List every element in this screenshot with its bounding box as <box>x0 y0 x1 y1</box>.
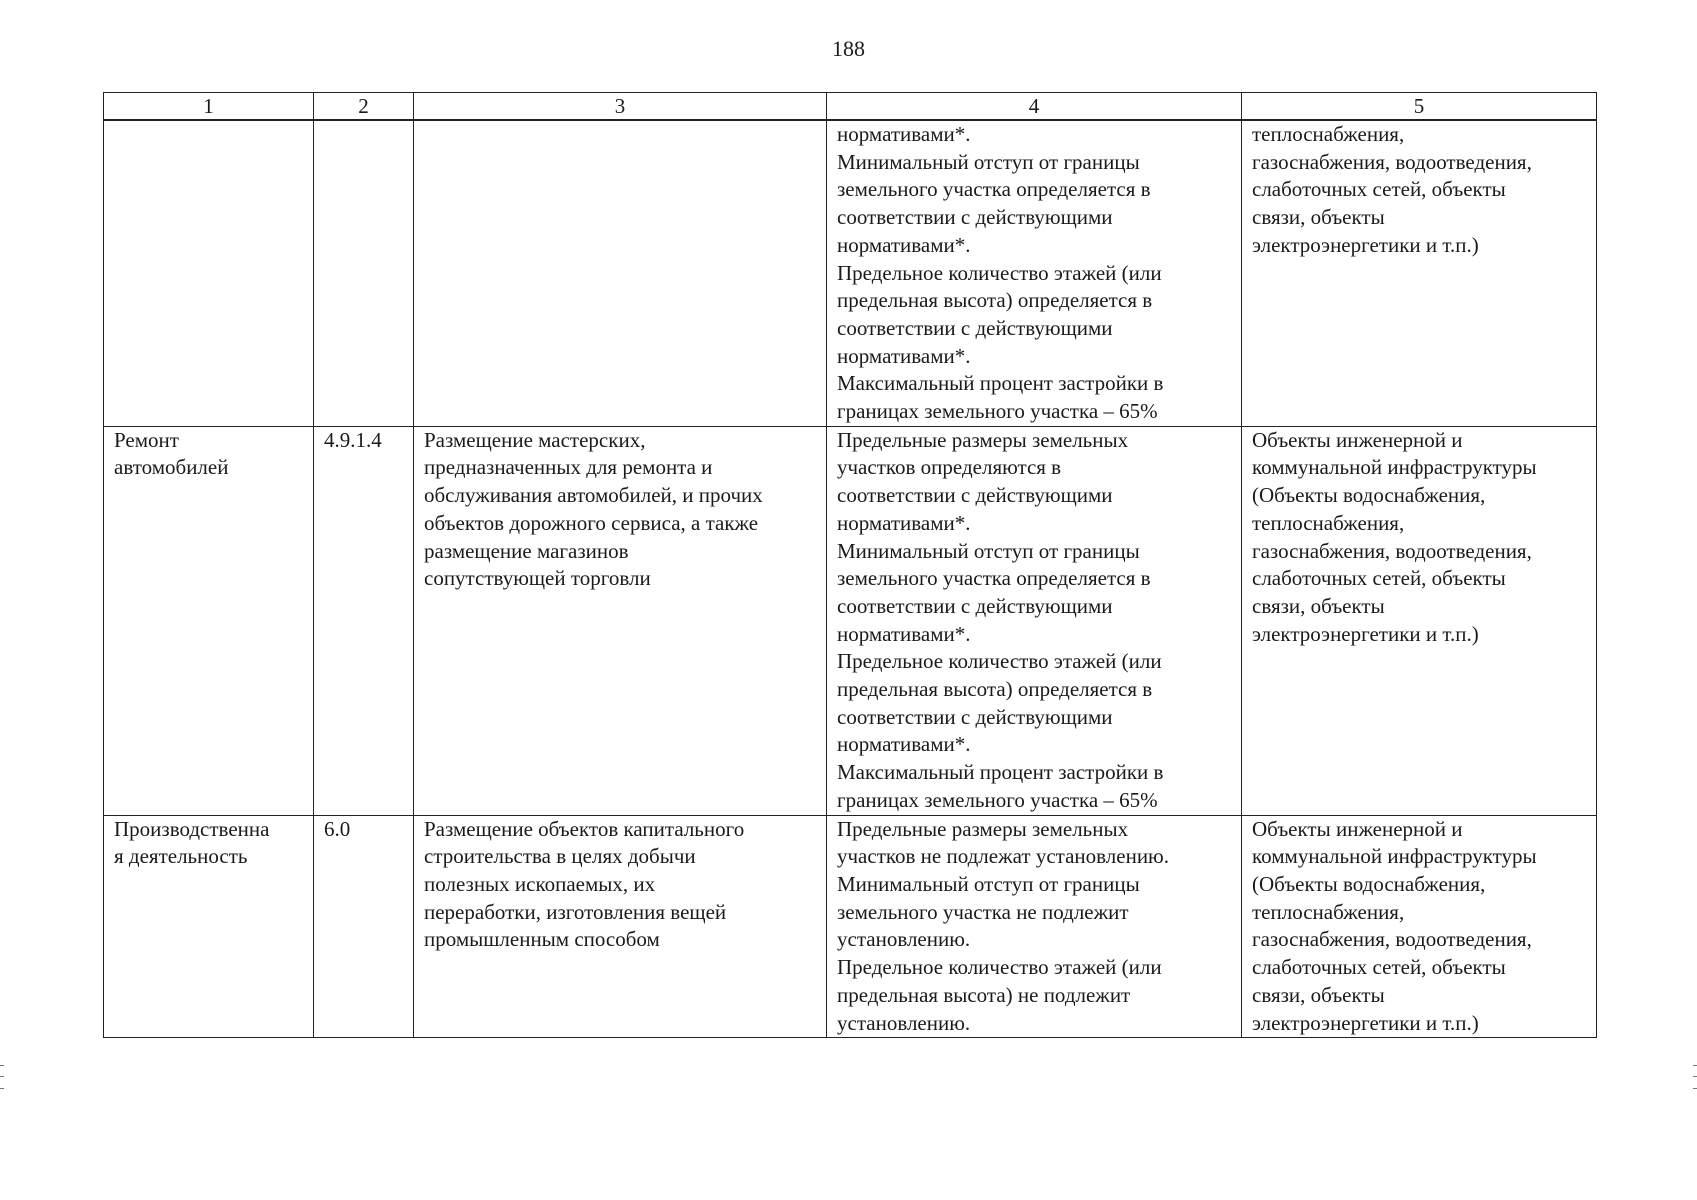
cell-text-line: предельная высота) определяется в <box>837 288 1153 313</box>
column-header-3: 3 <box>414 93 827 121</box>
cell-text-line: Максимальный процент застройки в <box>837 371 1164 396</box>
cell-text-line: Минимальный отступ от границы <box>837 871 1140 896</box>
cell-text-line: газоснабжения, водоотведения, <box>1252 149 1532 174</box>
table-header-row <box>104 93 1597 121</box>
cell-text-line: Минимальный отступ от границы <box>837 149 1140 174</box>
cell-text-line: слаботочных сетей, объекты <box>1252 566 1506 591</box>
cell-text-line: автомобилей <box>114 455 229 480</box>
cell-text-line: газоснабжения, водоотведения, <box>1252 538 1532 563</box>
table-body <box>104 120 1597 1038</box>
cell-text-line: Предельное количество этажей (или <box>837 260 1162 285</box>
cell-text-line: участков определяются в <box>837 455 1062 480</box>
cell-text-line: газоснабжения, водоотведения, <box>1252 927 1532 952</box>
cell-text-line: установлению. <box>837 1010 971 1035</box>
cell-text-line: (Объекты водоснабжения, <box>1252 871 1486 896</box>
cell-text-line: электроэнергетики и т.п.) <box>1252 232 1479 257</box>
cell-text-line: Максимальный процент застройки в <box>837 760 1164 785</box>
cell-text-line: нормативами*. <box>837 343 971 368</box>
cell-text-line: нормативами*. <box>837 732 971 757</box>
cell-text-line: переработки, изготовления вещей <box>424 899 727 924</box>
cell-text-line: границах земельного участка – 65% <box>837 399 1158 424</box>
table-row <box>104 815 1597 1038</box>
scan-edge-mark-right <box>1693 1065 1697 1089</box>
use-name-cell <box>104 426 314 815</box>
cell-text-line: строительства в целях добычи <box>424 844 696 869</box>
cell-text-line: соответствии с действующими <box>837 205 1113 230</box>
cell-text-line: предназначенных для ремонта и <box>424 455 713 480</box>
permitted-objects-cell <box>1242 815 1597 1038</box>
cell-text-line: я деятельность <box>114 844 248 869</box>
table-row <box>104 426 1597 815</box>
page-number: 188 <box>832 36 865 61</box>
cell-text-line: земельного участка определяется в <box>837 177 1151 202</box>
cell-text-line: промышленным способом <box>424 927 660 952</box>
permitted-objects-cell <box>1242 426 1597 815</box>
cell-text-line: объектов дорожного сервиса, а также <box>424 510 759 535</box>
cell-text-line: Ремонт <box>114 427 179 452</box>
description-cell <box>414 426 827 815</box>
cell-text-line: слаботочных сетей, объекты <box>1252 955 1506 980</box>
use-name-cell <box>104 120 314 426</box>
cell-text-line: 4.9.1.4 <box>324 427 382 452</box>
cell-text-line: нормативами*. <box>837 510 971 535</box>
cell-text-line: Минимальный отступ от границы <box>837 538 1140 563</box>
cell-text-line: Размещение объектов капитального <box>424 816 745 841</box>
cell-text-line: (Объекты водоснабжения, <box>1252 483 1486 508</box>
cell-text-line: коммунальной инфраструктуры <box>1252 844 1537 869</box>
permitted-objects-cell <box>1242 120 1597 426</box>
cell-text-line: электроэнергетики и т.п.) <box>1252 1010 1479 1035</box>
table-row <box>104 120 1597 426</box>
cell-text-line: земельного участка не подлежит <box>837 899 1129 924</box>
cell-text-line: соответствии с действующими <box>837 315 1113 340</box>
description-cell <box>414 815 827 1038</box>
cell-text-line: размещение магазинов <box>424 538 629 563</box>
cell-text-line: нормативами*. <box>837 621 971 646</box>
cell-text-line: теплоснабжения, <box>1252 899 1405 924</box>
cell-text-line: коммунальной инфраструктуры <box>1252 455 1537 480</box>
cell-text-line: предельная высота) не подлежит <box>837 982 1131 1007</box>
cell-text-line: электроэнергетики и т.п.) <box>1252 621 1479 646</box>
cell-text-line: соответствии с действующими <box>837 704 1113 729</box>
cell-text-line: границах земельного участка – 65% <box>837 787 1158 812</box>
column-header-5: 5 <box>1242 93 1597 121</box>
cell-text-line: земельного участка определяется в <box>837 566 1151 591</box>
cell-text-line: связи, объекты <box>1252 982 1385 1007</box>
cell-text-line: Размещение мастерских, <box>424 427 646 452</box>
cell-text-line: Предельное количество этажей (или <box>837 955 1162 980</box>
scan-edge-mark-left <box>0 1065 4 1089</box>
cell-text-line: Предельные размеры земельных <box>837 816 1129 841</box>
cell-text-line: установлению. <box>837 927 971 952</box>
cell-text-line: соответствии с действующими <box>837 593 1113 618</box>
cell-text-line: Производственна <box>114 816 270 841</box>
cell-text-line: Предельное количество этажей (или <box>837 649 1162 674</box>
zoning-table <box>103 92 1597 1038</box>
cell-text-line: связи, объекты <box>1252 205 1385 230</box>
parameters-cell <box>827 426 1242 815</box>
cell-text-line: обслуживания автомобилей, и прочих <box>424 483 763 508</box>
cell-text-line: соответствии с действующими <box>837 483 1113 508</box>
parameters-cell <box>827 815 1242 1038</box>
cell-text-line: слаботочных сетей, объекты <box>1252 177 1506 202</box>
cell-text-line: Предельные размеры земельных <box>837 427 1129 452</box>
column-header-4: 4 <box>827 93 1242 121</box>
column-header-1: 1 <box>104 93 314 121</box>
cell-text-line: предельная высота) определяется в <box>837 677 1153 702</box>
cell-text-line: полезных ископаемых, их <box>424 871 656 896</box>
cell-text-line: связи, объекты <box>1252 593 1385 618</box>
parameters-cell <box>827 120 1242 426</box>
column-header-2: 2 <box>314 93 414 121</box>
cell-text-line: участков не подлежат установлению. <box>837 844 1169 869</box>
code-cell <box>314 120 414 426</box>
cell-text-line: нормативами*. <box>837 122 971 146</box>
cell-text-line: Объекты инженерной и <box>1252 427 1463 452</box>
cell-text-line: 6.0 <box>324 816 351 841</box>
use-name-cell <box>104 815 314 1038</box>
cell-text-line: теплоснабжения, <box>1252 510 1405 535</box>
code-cell <box>314 815 414 1038</box>
cell-text-line: сопутствующей торговли <box>424 566 651 591</box>
cell-text-line: Объекты инженерной и <box>1252 816 1463 841</box>
cell-text-line: нормативами*. <box>837 232 971 257</box>
cell-text-line: теплоснабжения, <box>1252 122 1405 146</box>
code-cell <box>314 426 414 815</box>
description-cell <box>414 120 827 426</box>
